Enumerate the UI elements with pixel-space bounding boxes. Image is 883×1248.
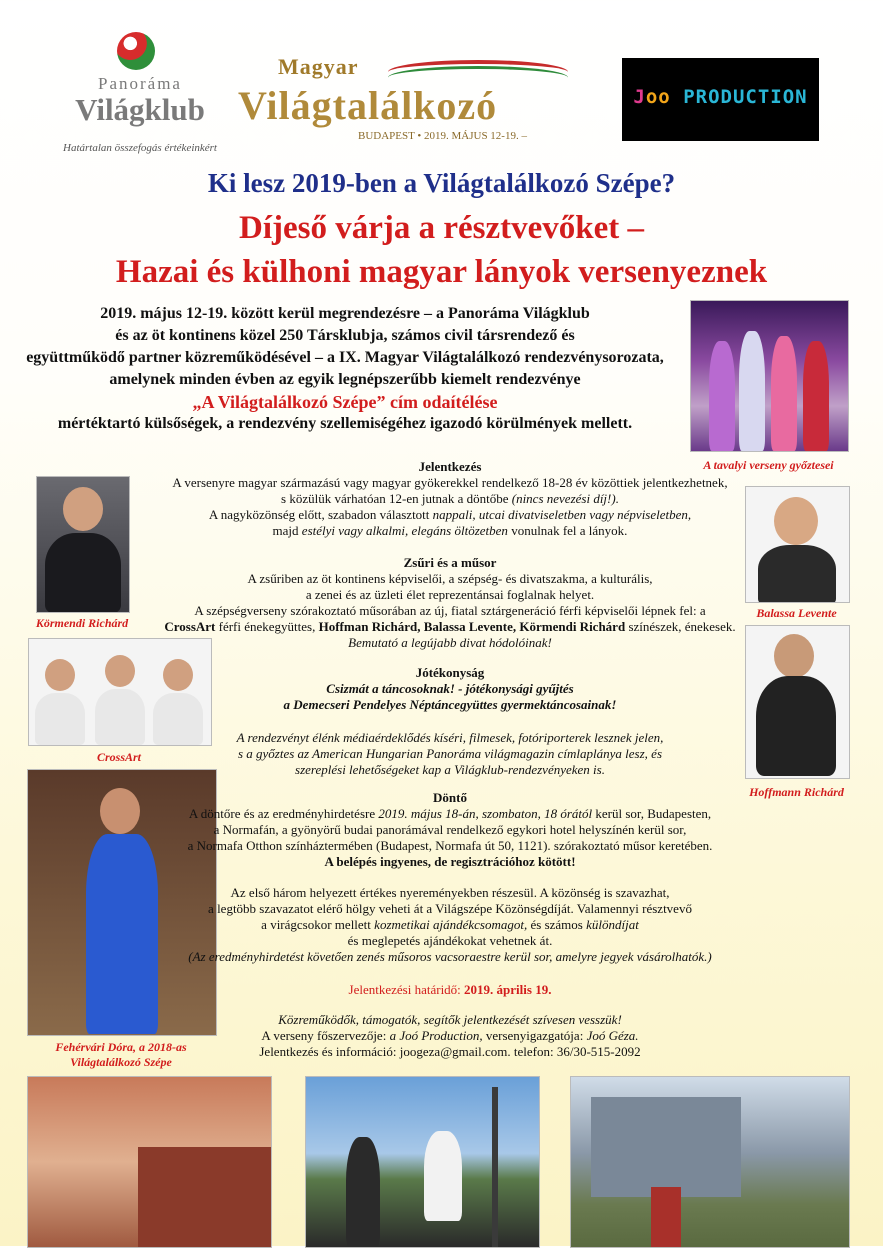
text-line: s közülük várhatóan 12-en jutnak a döntőbe bbox=[281, 491, 512, 506]
media-section bbox=[150, 730, 750, 778]
jelentkezes-section bbox=[150, 459, 750, 539]
text-line: a Normafán, a gyönyörű budai panorámával rendelkező egykori hotel helyszínén kerül sor, bbox=[213, 822, 687, 837]
intro-line: amelynek minden évben az egyik legnépszerűbb kiemelt rendezvénye bbox=[109, 371, 581, 388]
text-italic: Joó Géza. bbox=[586, 1028, 639, 1043]
text-line: színészek, énekesek. bbox=[625, 619, 736, 634]
text-line: és számos bbox=[527, 917, 587, 932]
logo-production-text: PRODUCTION bbox=[670, 86, 808, 108]
panorama-terrace-photo bbox=[305, 1076, 540, 1248]
logo-vilagklub-text: Világklub bbox=[75, 92, 205, 127]
text-italic: estélyi vagy alkalmi, elegáns öltözetben bbox=[301, 523, 508, 538]
text-italic: A rendezvényt élénk médiaérdeklődés kíséri, filmesek, fotóriporterek lesznek jelen, bbox=[236, 730, 664, 745]
intro-line: együttműködő partner közreműködésével – a IX. Magyar Világtalálkozó rendezvénysorozata, bbox=[26, 349, 664, 366]
logo-vilagtalalkozo-text: Világtalálkozó bbox=[238, 83, 498, 128]
text-line: a legtöbb szavazatot elérő hölgy veheti át a Világszépe Közönségdíját. Valamennyi résztvevő bbox=[208, 901, 692, 916]
section-title: Döntő bbox=[433, 790, 467, 805]
winners-photo bbox=[690, 300, 849, 452]
text-bold: CrossArt bbox=[164, 619, 216, 634]
text-line: a zenei és az üzleti élet reprezentánsai foglalnak helyet. bbox=[305, 587, 595, 602]
intro-highlight: „A Világtalálkozó Szépe” cím odaítélése bbox=[192, 392, 498, 412]
deadline-date: 2019. április 19. bbox=[464, 982, 552, 997]
text-line: a virágcsokor mellett bbox=[261, 917, 375, 932]
contact-line: Jelentkezés és információ: joogeza@gmail.com. telefon: 36/30-515-2092 bbox=[259, 1044, 641, 1059]
hoffmann-photo bbox=[745, 625, 850, 779]
intro-line: 2019. május 12-19. között kerül megrendezésre – a Panoráma Világklub bbox=[100, 305, 590, 322]
dora-caption-2: Világtalálkozó Szépe bbox=[70, 1055, 172, 1069]
text-line: vonulnak fel a lányok. bbox=[507, 523, 628, 538]
globe-icon bbox=[117, 32, 155, 70]
logo-magyar-text: Magyar bbox=[278, 54, 359, 79]
balassa-photo bbox=[745, 486, 850, 603]
text-line: versenyigazgatója: bbox=[482, 1028, 587, 1043]
text-line: A verseny főszervezője: bbox=[261, 1028, 390, 1043]
text-line: A döntőre és az eredményhirdetésre bbox=[188, 806, 379, 821]
text-line: A szépségverseny szórakoztató műsorában az új, fiatal sztárgeneráció férfi képviselői lépnek fel: a bbox=[194, 603, 706, 618]
section-title: Jótékonyság bbox=[415, 665, 485, 680]
logo-joo-oo: oo bbox=[645, 86, 671, 108]
panorama-vilagklub-logo bbox=[55, 30, 225, 160]
text-italic: (nincs nevezési díj!). bbox=[511, 491, 619, 506]
text-bold-italic: a Demecseri Pendelyes Néptáncegyüttes gyermektáncosainak! bbox=[283, 697, 617, 712]
text-bold-italic: Csizmát a táncosoknak! - jótékonysági gyűjtés bbox=[326, 681, 574, 696]
text-bold: Hoffman Richárd, Balassa Levente, Körmendi Richárd bbox=[318, 619, 626, 634]
text-line: és meglepetés ajándékokat vehetnek át. bbox=[347, 933, 553, 948]
text-bold: A belépés ingyenes, de regisztrációhoz kötött! bbox=[324, 854, 576, 869]
subtitle-2: Hazai és külhoni magyar lányok versenyeznek bbox=[115, 254, 768, 290]
kormendi-caption: Körmendi Richárd bbox=[35, 616, 129, 630]
text-italic: különdíjat bbox=[586, 917, 639, 932]
text-line: kerül sor, Budapesten, bbox=[592, 806, 712, 821]
logo-joo-j: J bbox=[633, 86, 646, 108]
text-italic: 2019. május 18-án, szombaton, 18 órától bbox=[378, 806, 593, 821]
deadline-label: Jelentkezési határidő: bbox=[348, 982, 465, 997]
nyeremeny-section bbox=[150, 885, 750, 965]
balassa-caption: Balassa Levente bbox=[756, 606, 837, 620]
dora-caption-1: Fehérvári Dóra, a 2018-as bbox=[55, 1040, 187, 1054]
footer-section bbox=[150, 1012, 750, 1060]
normafa-building-photo bbox=[570, 1076, 850, 1248]
section-title: Zsűri és a műsor bbox=[403, 555, 497, 570]
text-italic: a Joó Production, bbox=[389, 1028, 483, 1043]
zsuri-section bbox=[150, 555, 750, 651]
logo-tagline: Határtalan összefogás értékeinkért bbox=[63, 142, 217, 154]
jotekonysag-section bbox=[150, 665, 750, 713]
winners-caption: A tavalyi verseny győztesei bbox=[703, 458, 834, 472]
donto-section bbox=[150, 790, 750, 870]
section-title: Jelentkezés bbox=[418, 459, 482, 474]
text-italic: Közreműködők, támogatók, segítők jelentkezését szívesen vesszük! bbox=[278, 1012, 622, 1027]
text-line: A versenyre magyar származású vagy magyar gyökerekkel rendelkező 18-28 év közöttiek jelentkezhetnek, bbox=[172, 475, 728, 490]
text-italic: nappali, utcai divatviseletben vagy népviseletben, bbox=[432, 507, 692, 522]
intro-line: mértéktartó külsőségek, a rendezvény szellemiségéhez igazodó körülmények mellett. bbox=[57, 415, 633, 432]
intro-line: és az öt kontinens közel 250 Társklubja, számos civil társrendező és bbox=[115, 327, 575, 344]
text-line: férfi énekegyüttes, bbox=[215, 619, 319, 634]
text-line: A zsűriben az öt kontinens képviselői, a szépség- és divatszakma, a kulturális, bbox=[247, 571, 653, 586]
intro-block bbox=[0, 303, 690, 435]
text-italic: s a győztes az American Hungarian Panoráma világmagazin címlaplánya lesz, és bbox=[237, 746, 663, 761]
subtitle-1: Díjeső várja a résztvevőket – bbox=[238, 210, 645, 246]
theater-hall-photo bbox=[27, 1076, 272, 1248]
text-line: majd bbox=[272, 523, 302, 538]
text-italic: szereplési lehetőségeket kap a Világklub-rendezvényeken is. bbox=[295, 762, 605, 777]
logo-date-text: BUDAPEST • 2019. MÁJUS 12-19. – bbox=[358, 130, 527, 142]
text-italic: kozmetikai ajándékcsomagot, bbox=[374, 917, 528, 932]
hatarido-section bbox=[150, 982, 750, 998]
text-line: Az első három helyezett értékes nyereményekben részesül. A közönség is szavazhat, bbox=[230, 885, 670, 900]
joo-production-logo bbox=[622, 58, 819, 141]
text-italic: Bemutató a legújabb divat hódolóinak! bbox=[348, 635, 552, 650]
vilagtalalkozo-logo bbox=[238, 52, 583, 147]
logo-panorama-text: Panoráma bbox=[98, 74, 182, 93]
text-italic: (Az eredményhirdetést követően zenés műsoros vacsoraestre kerül sor, amelyre jegyek vásárolhatók.) bbox=[188, 949, 712, 964]
kormendi-photo bbox=[36, 476, 130, 613]
crossart-caption: CrossArt bbox=[96, 750, 142, 764]
hoffmann-caption: Hoffmann Richárd bbox=[749, 785, 844, 799]
text-line: a Normafa Otthon színháztermében (Budapest, Normafa út 50, 1121). szórakoztató műsor keretében. bbox=[187, 838, 713, 853]
text-line: A nagyközönség előtt, szabadon választott bbox=[208, 507, 433, 522]
main-title: Ki lesz 2019-ben a Világtalálkozó Szépe? bbox=[207, 168, 676, 198]
